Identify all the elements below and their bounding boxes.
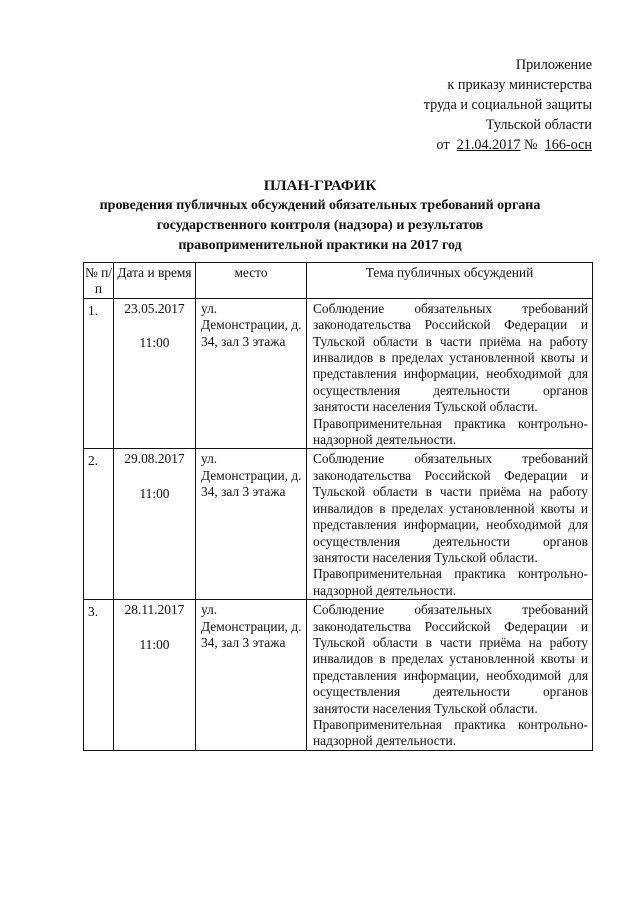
row-topic-tail: Правоприменительная практика контрольно-надзорной деятельности. <box>313 716 588 749</box>
document-title <box>60 176 580 256</box>
header-num: № п/п <box>84 263 114 299</box>
row-topic-text: Соблюдение обязательных требований законодательства Российской Федерации и Тульской области в части приёма на работу инвалидов в пределах установленной квоты и представления информации, необходимой для осуществления деятельности органов занятости населения Тульской области. <box>313 300 588 415</box>
row-date: 28.11.2017 <box>124 602 185 618</box>
appendix-line-2: к приказу министерства <box>447 77 592 93</box>
order-number-sign: № <box>524 137 538 153</box>
header-topic: Тема публичных обсуждений <box>307 263 593 299</box>
table-header-row <box>84 263 593 299</box>
row-topic-text: Соблюдение обязательных требований законодательства Российской Федерации и Тульской области в части приёма на работу инвалидов в пределах установленной квоты и представления информации, необходимой для осуществления деятельности органов занятости населения Тульской области. <box>313 451 588 565</box>
row-topic-tail: Правоприменительная практика контрольно-надзорной деятельности. <box>313 566 588 598</box>
order-number: 166-осн <box>544 137 592 153</box>
appendix-line-1: Приложение <box>515 57 592 73</box>
title-line-3: государственного контроля (надзора) и результатов <box>156 218 484 233</box>
title-line-2: проведения публичных обсуждений обязательных требований органа <box>99 198 541 213</box>
order-from-label: от <box>436 137 450 153</box>
row-date: 23.05.2017 <box>124 300 185 316</box>
table-row <box>84 600 593 751</box>
row-topic <box>307 298 593 449</box>
schedule-table <box>83 262 593 751</box>
row-date: 29.08.2017 <box>124 451 185 467</box>
appendix-line-3: труда и социальной защиты <box>423 97 592 113</box>
row-place: ул. Демонстрации, д. 34, зал 3 этажа <box>196 298 307 449</box>
row-time: 11:00 <box>139 335 170 351</box>
row-number: 2. <box>84 449 114 600</box>
table-row <box>84 298 593 449</box>
title-line-4: правоприменительной практики на 2017 год <box>178 238 462 253</box>
appendix-header <box>332 55 592 155</box>
appendix-line-4: Тульской области <box>485 117 592 133</box>
row-datetime <box>114 600 196 751</box>
row-datetime <box>114 449 196 600</box>
row-number: 1. <box>84 298 114 449</box>
row-time: 11:00 <box>139 485 170 501</box>
row-time: 11:00 <box>139 636 170 652</box>
row-number: 3. <box>84 600 114 751</box>
row-place: ул. Демонстрации, д. 34, зал 3 этажа <box>196 449 307 600</box>
title-main: ПЛАН-ГРАФИК <box>263 178 377 194</box>
appendix-order-line <box>332 135 592 155</box>
row-topic-text: Соблюдение обязательных требований законодательства Российской Федерации и Тульской области в части приёма на работу инвалидов в пределах установленной квоты и представления информации, необходимой для осуществления деятельности органов занятости населения Тульской области. <box>313 602 588 716</box>
table-row <box>84 449 593 600</box>
row-datetime <box>114 298 196 449</box>
header-place: место <box>196 263 307 299</box>
header-date: Дата и время <box>114 263 196 299</box>
row-topic <box>307 449 593 600</box>
row-place: ул. Демонстрации, д. 34, зал 3 этажа <box>196 600 307 751</box>
row-topic <box>307 600 593 751</box>
row-topic-tail: Правоприменительная практика контрольно-надзорной деятельности. <box>313 415 588 448</box>
order-date: 21.04.2017 <box>456 137 521 153</box>
